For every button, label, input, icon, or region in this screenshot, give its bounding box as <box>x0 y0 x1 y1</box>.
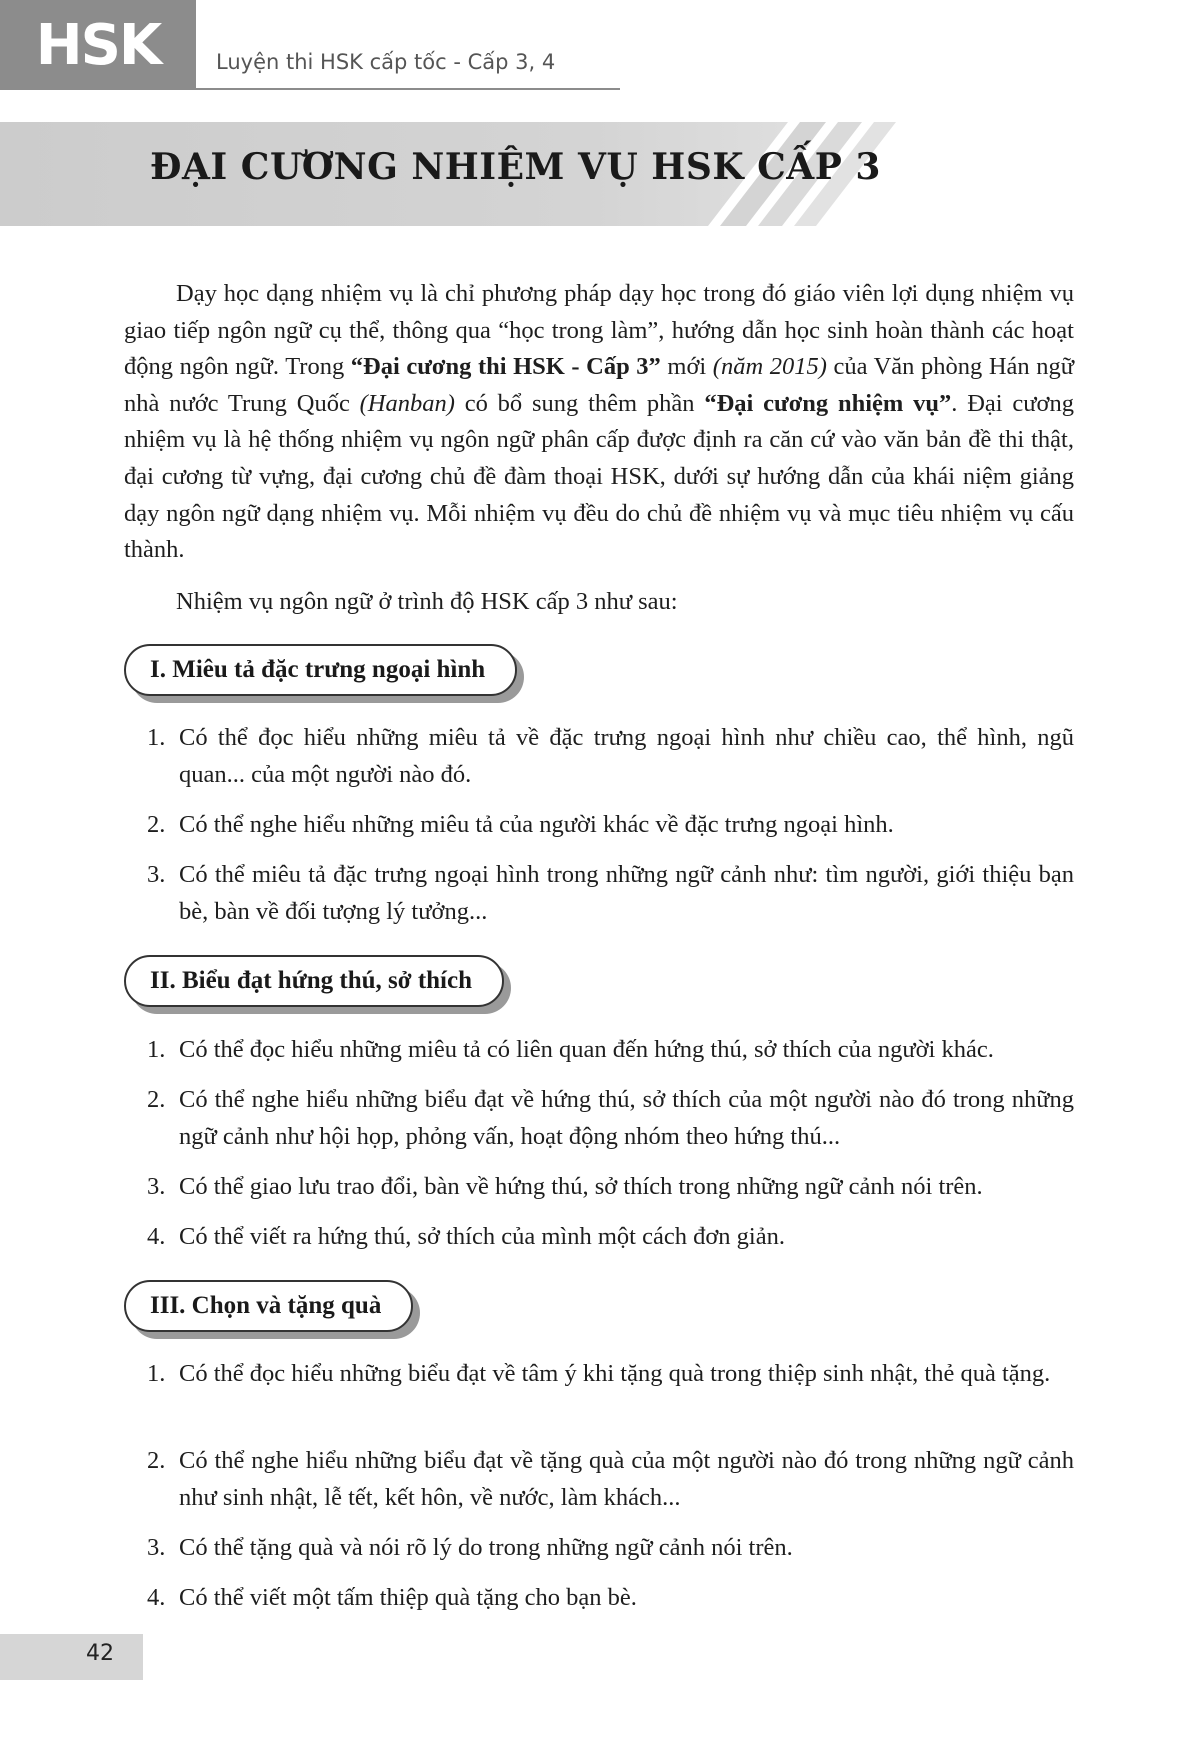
header-rule <box>196 88 620 90</box>
chapter-title: ĐẠI CƯƠNG NHIỆM VỤ HSK CẤP 3 <box>150 146 881 188</box>
section-heading-3: III. Chọn và tặng quà <box>124 1280 413 1332</box>
item-text: Có thể đọc hiểu những miêu tả về đặc trưng ngoại hình như chiều cao, thể hình, ngũ quan... của một người nào đó. <box>179 724 1074 788</box>
item-text: Có thể đọc hiểu những miêu tả có liên quan đến hứng thú, sở thích của người khác. <box>179 1036 994 1063</box>
list-item <box>147 720 1074 793</box>
item-text: Có thể nghe hiểu những biểu đạt về hứng thú, sở thích của một người nào đó trong những ngữ cảnh như hội họp, phỏng vấn, hoạt động nhóm theo hứng thú... <box>179 1086 1074 1150</box>
item-text: Có thể giao lưu trao đổi, bàn về hứng thú, sở thích trong những ngữ cảnh nói trên. <box>179 1173 983 1200</box>
intro-paragraph: Dạy học dạng nhiệm vụ là chỉ phương pháp dạy học trong đó giáo viên lợi dụng nhiệm vụ giao tiếp ngôn ngữ cụ thể, thông qua “học trong làm”, hướng dẫn học sinh hoàn thành các hoạt động ngôn ngữ. Trong “Đại cương thi HSK - Cấp 3” mới (năm 2015) của Văn phòng Hán ngữ nhà nước Trung Quốc (Hanban) có bổ sung thêm phần “Đại cương nhiệm vụ”. Đại cương nhiệm vụ là hệ thống nhiệm vụ ngôn ngữ phân cấp được định ra căn cứ vào văn bản đề thi thật, đại cương từ vựng, đại cương chủ đề đàm thoại HSK, dưới sự hướng dẫn của khái niệm giảng dạy ngôn ngữ dạng nhiệm vụ. Mỗi nhiệm vụ đều do chủ đề nhiệm vụ và mục tiêu nhiệm vụ cấu thành. <box>124 280 1075 564</box>
list-item <box>147 1032 1074 1069</box>
list-item <box>147 1580 1074 1617</box>
item-number: 2. <box>147 811 166 838</box>
item-number: 4. <box>147 1584 166 1611</box>
item-number: 1. <box>147 1360 166 1387</box>
list-item <box>147 1356 1074 1393</box>
item-text: Có thể miêu tả đặc trưng ngoại hình trong những ngữ cảnh như: tìm người, giới thiệu bạn bè, bàn về đối tượng lý tưởng... <box>179 861 1074 925</box>
item-text: Có thể nghe hiểu những miêu tả của người khác về đặc trưng ngoại hình. <box>179 811 894 838</box>
list-item <box>147 1169 1074 1206</box>
page-number-box <box>0 1634 143 1680</box>
italic-hanban: (Hanban) <box>359 389 455 417</box>
list-item <box>147 807 1074 844</box>
section-heading-2: II. Biểu đạt hứng thú, sở thích <box>124 955 504 1007</box>
lead-sentence: Nhiệm vụ ngôn ngữ ở trình độ HSK cấp 3 như sau: <box>176 588 678 615</box>
item-text: Có thể đọc hiểu những biểu đạt về tâm ý khi tặng quà trong thiệp sinh nhật, thẻ quà tặng. <box>179 1360 1051 1387</box>
running-title: Luyện thi HSK cấp tốc - Cấp 3, 4 <box>216 50 556 74</box>
item-number: 1. <box>147 724 166 751</box>
item-number: 1. <box>147 1036 166 1063</box>
item-number: 2. <box>147 1086 166 1113</box>
item-text: Có thể nghe hiểu những biểu đạt về tặng quà của một người nào đó trong những ngữ cảnh như sinh nhật, lễ tết, kết hôn, về nước, làm khách... <box>179 1447 1074 1511</box>
bold-task-outline: “Đại cương nhiệm vụ” <box>704 389 952 417</box>
page-number: 42 <box>86 1641 114 1666</box>
bold-doc-title: “Đại cương thi HSK - Cấp 3” <box>350 353 661 381</box>
item-number: 3. <box>147 1173 166 1200</box>
list-item <box>147 857 1074 930</box>
list-item <box>147 1219 1074 1256</box>
list-item <box>147 1443 1074 1516</box>
item-text: Có thể viết ra hứng thú, sở thích của mình một cách đơn giản. <box>179 1223 785 1250</box>
hsk-logo: HSK <box>0 0 196 90</box>
list-item <box>147 1082 1074 1155</box>
item-number: 3. <box>147 861 166 888</box>
section-heading-1: I. Miêu tả đặc trưng ngoại hình <box>124 644 517 696</box>
item-number: 2. <box>147 1447 166 1474</box>
item-number: 3. <box>147 1534 166 1561</box>
item-number: 4. <box>147 1223 166 1250</box>
item-text: Có thể tặng quà và nói rõ lý do trong những ngữ cảnh nói trên. <box>179 1534 793 1561</box>
list-item <box>147 1530 1074 1567</box>
italic-year: (năm 2015) <box>712 353 827 381</box>
item-text: Có thể viết một tấm thiệp quà tặng cho bạn bè. <box>179 1584 637 1611</box>
